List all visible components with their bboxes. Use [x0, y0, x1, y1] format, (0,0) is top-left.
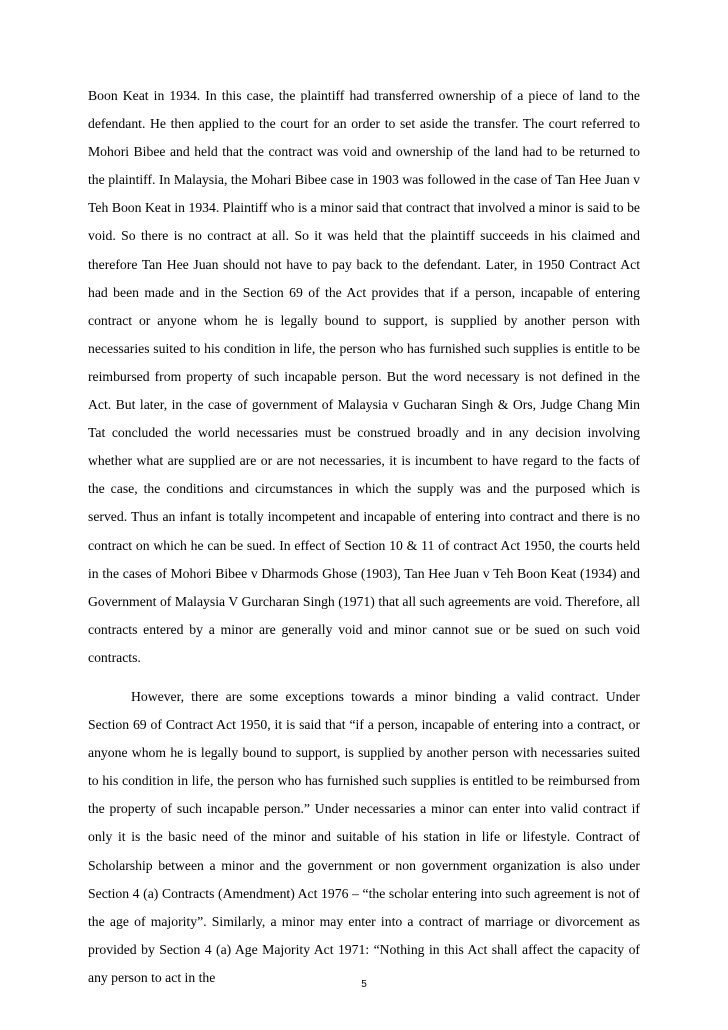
paragraph-2: However, there are some exceptions towards a minor binding a valid contract. Under Section 69 of Contract Act 1950, it is said that “if a person, incapable of entering into a contract, or anyone whom he is legally bound to support, is supplied by another person with necessaries suited to his condition in life, the person who has furnished such supplies is entitled to be reimbursed from the property of such incapable person.” Under necessaries a minor can enter into valid contract if only it is the basic need of the minor and suitable of his station in life or lifestyle. Contract of Scholarship between a minor and the government or non government organization is also under Section 4 (a) Contracts (Amendment) Act 1976 – “the scholar entering into such agreement is not of the age of majority”. Similarly, a minor may enter into a contract of marriage or divorcement as provided by Section 4 (a) Age Majority Act 1971: “Nothing in this Act shall affect the capacity of any person to act in the	[88, 688, 640, 985]
paragraph-1: Boon Keat in 1934. In this case, the plaintiff had transferred ownership of a piece of land to the defendant. He then applied to the court for an order to set aside the transfer. The court referred to Mohori Bibee and held that the contract was void and ownership of the land had to be returned to the plaintiff. In Malaysia, the Mohari Bibee case in 1903 was followed in the case of Tan Hee Juan v Teh Boon Keat in 1934. Plaintiff who is a minor said that contract that involved a minor is said to be void. So there is no contract at all. So it was held that the plaintiff succeeds in his claimed and therefore Tan Hee Juan should not have to pay back to the defendant. Later, in 1950 Contract Act had been made and in the Section 69 of the Act provides that if a person, incapable of entering contract or anyone whom he is legally bound to support, is supplied by another person with necessaries suited to his condition in life, the person who has furnished such supplies is entitle to be reimbursed from property of such incapable person. But the word necessary is not defined in the Act. But later, in the case of government of Malaysia v Gucharan Singh & Ors, Judge Chang Min Tat concluded the world necessaries must be construed broadly and in any decision involving whether what are supplied are or are not necessaries, it is incumbent to have regard to the facts of the case, the conditions and circumstances in which the supply was and the purposed which is served. Thus an infant is totally incompetent and incapable of entering into contract and there is no contract on which he can be sued. In effect of Section 10 & 11 of contract Act 1950, the courts held in the cases of Mohori Bibee v Dharmods Ghose (1903), Tan Hee Juan v Teh Boon Keat (1934) and Government of Malaysia V Gurcharan Singh (1971) that all such agreements are void. Therefore, all contracts entered by a minor are generally void and minor cannot sue or be sued on such void contracts.	[88, 88, 640, 665]
body-text	[88, 82, 640, 992]
page-number: 5	[361, 979, 367, 990]
